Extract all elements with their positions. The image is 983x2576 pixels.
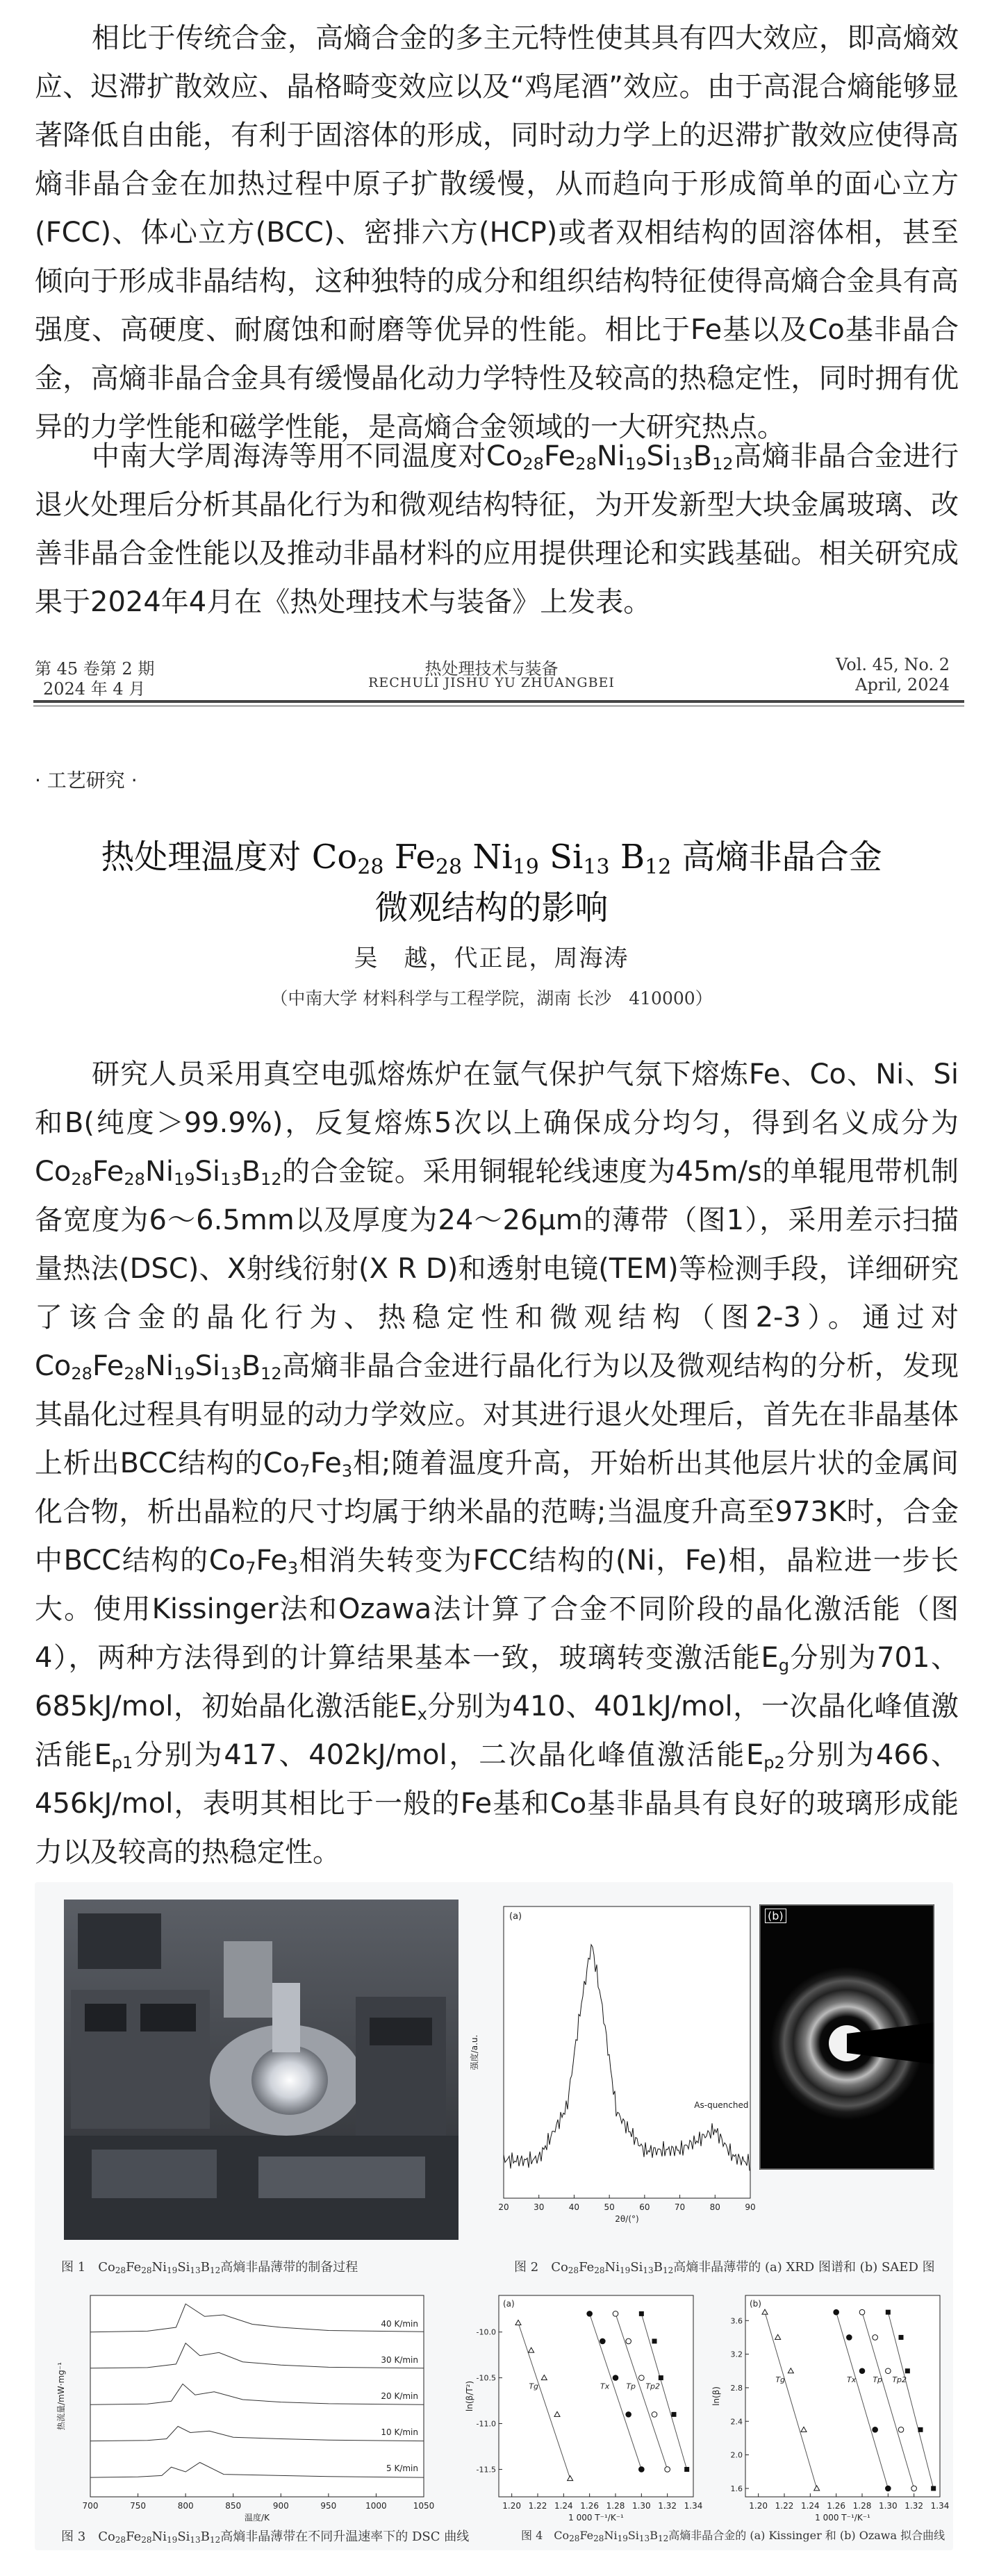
article-title-line-1: 热处理温度对 $Co_{28}$ $Fe_{28}$ $Ni_{19}$ $Si_{13}$ $B_{12}$ 高熵非晶合金 [101,838,882,879]
x-tick-label: 1.20 [749,2501,768,2511]
x-tick-label: 90 [745,2202,756,2212]
data-point [873,2335,878,2341]
x-tick-label: 1.24 [800,2501,820,2511]
data-point [886,2310,891,2315]
affiliation: （中南大学 材料科学与工程学院，湖南 长沙 410000） [270,988,713,1008]
journal-volume-en: Vol. 45, No. 2 [836,655,950,674]
dsc-series-label: 40 K/min [381,2319,418,2329]
data-point [639,2311,644,2316]
data-point [859,2309,865,2315]
x-tick-label: 70 [674,2202,686,2212]
melt-spinning-equipment-photo [64,1900,459,2240]
x-tick-label: 1.32 [904,2501,924,2511]
series-label: Tx [847,2375,857,2384]
x-tick-label: 1.20 [502,2501,522,2511]
journal-date-en: April, 2024 [855,675,950,695]
authors: 吴 越，代正昆，周海涛 [354,945,629,972]
alloy-formula: $Co_{28}Fe_{28}Ni_{19}Si_{13}B_{12}$ [35,1156,282,1189]
x-tick-label: 1.34 [930,2501,950,2511]
saed-pattern-image [759,1904,934,2170]
x-axis-label: 温度/K [245,2513,270,2523]
x-tick-label: 50 [604,2202,615,2212]
x-axis-label: 1 000 T⁻¹/K⁻¹ [568,2513,624,2523]
x-tick-label: 30 [534,2202,545,2212]
y-axis-label: 热流量/mW·mg⁻¹ [56,2362,66,2430]
dsc-series-label: 20 K/min [381,2391,418,2401]
figure-panel [35,1882,953,2550]
data-point [626,2412,631,2418]
y-tick-label: 2.8 [730,2383,743,2393]
x-axis-label: 1 000 T⁻¹/K⁻¹ [815,2513,870,2523]
panel-label: (a) [503,2299,515,2309]
x-tick-label: 1.22 [528,2501,547,2511]
figure-3-caption: 图 3 $Co_{28}Fe_{28}Ni_{19}Si_{13}B_{12}$高熵非晶薄带在不同升温速率下的 DSC 曲线 [61,2529,470,2545]
data-point [873,2427,878,2433]
plot-frame [499,2295,693,2497]
journal-name-pinyin: RECHULI JISHU YU ZHUANGBEI [368,675,615,690]
co7fe3-formula: $Co_7Fe_3$ [263,1447,353,1481]
intro-paragraph-2 [35,432,959,626]
x-tick-label: 40 [568,2202,580,2212]
y-axis-label: ln(β/T²) [465,2380,474,2412]
data-point [626,2338,631,2344]
plot-frame [504,1906,750,2198]
data-point [684,2467,689,2472]
x-tick-label: 1.28 [606,2501,625,2511]
x-tick-label: 950 [320,2501,337,2511]
x-tick-label: 750 [130,2501,147,2511]
data-point [613,2311,618,2317]
plot-frame [90,2295,424,2497]
y-tick-label: -11.0 [476,2419,496,2429]
data-point [899,2335,904,2340]
intro-p2-a: 中南大学周海涛等用不同温度对 [92,440,486,472]
data-point [918,2427,923,2432]
x-axis-label: 2θ/(°) [615,2214,639,2224]
x-tick-label: 850 [225,2501,242,2511]
panel-label: (b) [750,2299,761,2309]
dsc-series-label: 5 K/min [386,2463,418,2473]
x-tick-label: 1.32 [658,2501,677,2511]
data-point [600,2338,606,2344]
data-point [898,2427,904,2433]
series-label: Tp [626,2382,636,2391]
xrd-chart [472,1896,757,2243]
data-point [905,2368,910,2373]
series-label: Tg [775,2375,786,2384]
y-tick-label: -11.5 [476,2465,496,2475]
header-rule [33,700,964,703]
data-point [639,2467,645,2473]
y-axis-label: 强度/a.u. [470,2034,479,2070]
saed-panel-label: (b) [765,1909,786,1923]
data-point [886,2486,891,2491]
dsc-chart [49,2288,438,2528]
alloy-formula: $Co_{28}Fe_{28}Ni_{19}Si_{13}B_{12}$ [486,440,734,474]
x-tick-label: 80 [709,2202,720,2212]
y-tick-label: 3.6 [730,2316,743,2326]
series-label: Tg [529,2382,539,2391]
figure-1-caption: 图 1 $Co_{28}Fe_{28}Ni_{19}Si_{13}B_{12}$高熵非晶薄带的制备过程 [61,2260,358,2275]
dsc-series-label: 30 K/min [381,2355,418,2365]
plot-frame [745,2295,940,2497]
kissinger-chart [465,2288,702,2528]
journal-date-cn: 2024 年 4 月 [43,679,146,699]
journal-name-cn: 热处理技术与装备 [424,659,559,679]
data-point [639,2375,645,2381]
dsc-series-label: 10 K/min [381,2427,418,2437]
journal-volume-cn: 第 45 卷第 2 期 [35,659,155,679]
x-tick-label: 1.26 [580,2501,600,2511]
x-tick-label: 700 [82,2501,99,2511]
data-point [613,2375,618,2381]
x-tick-label: 1000 [365,2501,387,2511]
x-tick-label: 1.22 [775,2501,794,2511]
data-point [652,2338,657,2343]
series-label: Tp [873,2375,883,2384]
data-point [911,2486,917,2491]
x-tick-label: 1.30 [631,2501,651,2511]
intro-paragraph-1: 相比于传统合金，高熵合金的多主元特性使其具有四大效应，即高熵效应、迟滞扩散效应、晶格畸变效应以及“鸡尾酒”效应。由于高混合熵能够显著降低自由能，有利于固溶体的形成，同时动力学上的迟滞扩散效应使得高熵非晶合金在加热过程中原子扩散缓慢，从而趋向于形成简单的面心立方(FCC)、体心立方(BCC)、密排六方(HCP)或者双相结构的固溶体相，甚至倾向于形成非晶结构，这种独特的成分和组织结构特征使得高熵合金具有高强度、高硬度、耐腐蚀和耐磨等优异的性能。相比于Fe基以及Co基非晶合金，高熵非晶合金具有缓慢晶化动力学特性及较高的热稳定性，同时拥有优异的力学性能和磁学性能，是高熵合金领域的一大研究热点。 [35,22,959,443]
y-tick-label: 2.4 [730,2417,743,2427]
data-point [931,2486,936,2491]
x-tick-label: 1.34 [684,2501,703,2511]
data-point [672,2412,677,2417]
data-point [652,2412,657,2418]
x-tick-label: 20 [498,2202,509,2212]
data-point [587,2311,593,2317]
xrd-legend: As-quenched [694,2100,749,2110]
co7fe3-formula: $Co_7Fe_3$ [208,1545,299,1578]
series-label: Tp2 [892,2375,907,2384]
alloy-formula: $Co_{28}Fe_{28}Ni_{19}Si_{13}B_{12}$ [35,1350,282,1383]
y-tick-label: -10.5 [476,2373,496,2383]
x-tick-label: 1.26 [827,2501,846,2511]
y-tick-label: -10.0 [476,2327,496,2337]
ozawa-chart [712,2288,948,2528]
y-tick-label: 2.0 [730,2450,743,2460]
data-point [886,2368,891,2374]
data-point [834,2309,839,2315]
series-label: Tx [600,2382,610,2391]
article-title-line-2: 微观结构的影响 [374,888,609,927]
series-label: Tp2 [645,2382,661,2391]
y-tick-label: 1.6 [730,2484,743,2493]
x-tick-label: 900 [272,2501,289,2511]
figure-4-caption: 图 4 $Co_{28}Fe_{28}Ni_{19}Si_{13}B_{12}$高熵非晶合金的 (a) Kissinger 和 (b) Ozawa 拟合曲线 [521,2529,945,2543]
data-point [659,2375,663,2380]
figure-2-caption: 图 2 $Co_{28}Fe_{28}Ni_{19}Si_{13}B_{12}$高熵非晶薄带的 (a) XRD 图谱和 (b) SAED 图 [514,2260,935,2275]
x-tick-label: 800 [177,2501,194,2511]
section-tag: · 工艺研究 · [35,769,138,792]
x-tick-label: 1.28 [852,2501,872,2511]
data-point [859,2368,865,2374]
x-tick-label: 1050 [413,2501,435,2511]
body-paragraph: 研究人员采用真空电弧熔炼炉在氩气保护气氛下熔炼Fe、Co、Ni、Si和B(纯度＞99.9%)，反复熔炼5次以上确保成分均匀，得到名义成分为$Co_{28}Fe_{28}Ni_{19}Si_{13}B_{12}$的合金锭。采用铜辊轮线速度为45m/s的单辊甩带机制备宽度为6～6.5mm以及厚度为24～26μm的薄带（图1），采用差示扫描量热法(DSC)、X射线衍射(X R D)和透射电镜(TEM)等检测手段，详细研究了该合金的晶化行为、热稳定性和微观结构（图2-3）。通过对$Co_{28}Fe_{28}Ni_{19}Si_{13}B_{12}$高熵非晶合金进行晶化行为以及微观结构的分析，发现其晶化过程具有明显的动力学效应。对其进行退火处理后，首先在非晶基体上析出BCC结构的$Co_7Fe_3$相;随着温度升高，开始析出其他层片状的金属间化合物，析出晶粒的尺寸均属于纳米晶的范畴;当温度升高至973K时，合金中BCC结构的$Co_7Fe_3$相消失转变为FCC结构的(Ni，Fe)相，晶粒进一步长大。使用Kissinger法和Ozawa法计算了合金不同阶段的晶化激活能（图4），两种方法得到的计算结果基本一致，玻璃转变激活能$E_g$分别为701、685kJ/mol，初始晶化激活能$E_x$分别为410、401kJ/mol，一次晶化峰值激活能$E_{p1}$分别为417、402kJ/mol，二次晶化峰值激活能$E_{p2}$分别为466、456kJ/mol，表明其相比于一般的Fe基和Co基非晶具有良好的玻璃形成能力以及较高的热稳定性。 [35,1058,959,1868]
x-tick-label: 1.30 [878,2501,898,2511]
data-point [847,2335,852,2341]
x-tick-label: 1.24 [554,2501,573,2511]
xrd-panel-label: (a) [509,1911,522,1922]
intro-p2-b: 高熵非晶合金进行退火处理后分析其晶化行为和微观结构特征，为开发新型大块金属玻璃、改善非晶合金性能以及推动非晶材料的应用提供理论和实践基础。相关研究成果于2024年4月在《热处理技术与装备》上发表。 [35,440,959,618]
x-tick-label: 60 [639,2202,650,2212]
y-tick-label: 3.2 [730,2350,743,2359]
data-point [665,2467,670,2473]
y-axis-label: ln(β) [711,2386,721,2406]
